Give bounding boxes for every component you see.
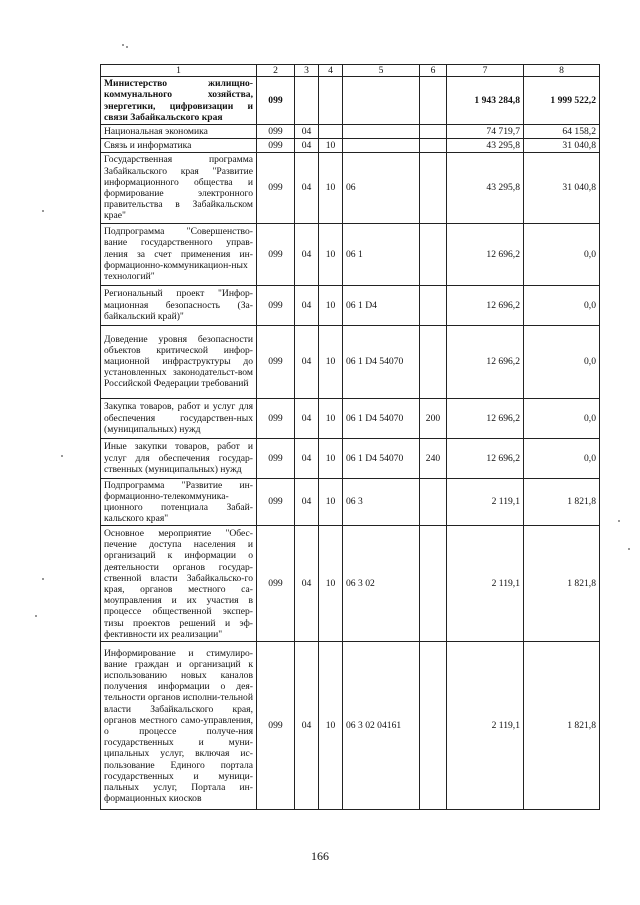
target-article-code: 06 3 02: [343, 526, 420, 642]
subsection-code: 10: [319, 438, 343, 478]
expense-type-code: [420, 526, 447, 642]
subsection-code: 10: [319, 526, 343, 642]
scan-speck: [42, 578, 44, 580]
scan-speck: [61, 455, 63, 457]
section-code: 04: [295, 642, 319, 810]
scan-speck: [35, 615, 37, 617]
amount-year-1: 2 119,1: [447, 478, 524, 526]
admin-code: 099: [257, 153, 295, 223]
table-row: [101, 642, 600, 810]
section-code: 04: [295, 478, 319, 526]
admin-code: 099: [257, 642, 295, 810]
amount-year-1: 1 943 284,8: [447, 77, 524, 125]
admin-code: 099: [257, 325, 295, 398]
table-row: [101, 398, 600, 438]
scan-speck: [628, 548, 630, 550]
column-header: 5: [343, 65, 420, 77]
scan-speck: [42, 210, 44, 212]
scan-speck: [618, 520, 620, 522]
amount-year-2: 0,0: [524, 398, 600, 438]
section-code: [295, 77, 319, 125]
subsection-code: 10: [319, 398, 343, 438]
table-row: [101, 125, 600, 139]
amount-year-1: 2 119,1: [447, 642, 524, 810]
column-number-row: [101, 65, 600, 77]
amount-year-2: 31 040,8: [524, 153, 600, 223]
amount-year-1: 12 696,2: [447, 398, 524, 438]
row-name: Подпрограмма "Совершенство-вание государственного управ-ления за счет применения ин-формационно-коммуникацион-ных технологий": [101, 223, 257, 285]
subsection-code: 10: [319, 139, 343, 153]
section-code: 04: [295, 398, 319, 438]
budget-table: [100, 64, 600, 810]
column-header: 4: [319, 65, 343, 77]
admin-code: 099: [257, 77, 295, 125]
target-article-code: [343, 77, 420, 125]
amount-year-2: 1 821,8: [524, 478, 600, 526]
row-name: Доведение уровня безопасности объектов критической инфор-мационной инфраструктуры до установленных законодательст-вом Российской Федерации требований: [101, 325, 257, 398]
row-name: Подпрограмма "Развитие ин-формационно-телекоммуника-ционного потенциала Забай-кальского края": [101, 478, 257, 526]
amount-year-2: 1 999 522,2: [524, 77, 600, 125]
amount-year-1: 43 295,8: [447, 139, 524, 153]
target-article-code: 06 3 02 04161: [343, 642, 420, 810]
subsection-code: 10: [319, 285, 343, 325]
row-name: Связь и информатика: [101, 139, 257, 153]
expense-type-code: [420, 125, 447, 139]
admin-code: 099: [257, 139, 295, 153]
admin-code: 099: [257, 398, 295, 438]
target-article-code: 06 3: [343, 478, 420, 526]
column-header: 8: [524, 65, 600, 77]
table-row: [101, 478, 600, 526]
section-code: 04: [295, 223, 319, 285]
admin-code: 099: [257, 223, 295, 285]
row-name: Региональный проект "Инфор-мационная безопасность (За-байкальский край)": [101, 285, 257, 325]
section-code: 04: [295, 325, 319, 398]
admin-code: 099: [257, 438, 295, 478]
admin-code: 099: [257, 526, 295, 642]
expense-type-code: [420, 285, 447, 325]
target-article-code: [343, 139, 420, 153]
expense-type-code: [420, 223, 447, 285]
subsection-code: 10: [319, 325, 343, 398]
section-code: 04: [295, 526, 319, 642]
column-header: 3: [295, 65, 319, 77]
table-row: [101, 325, 600, 398]
table-row: [101, 153, 600, 223]
target-article-code: 06 1 D4 54070: [343, 325, 420, 398]
table-row: [101, 438, 600, 478]
row-name: Информирование и стимулиро-вание граждан и организаций к использованию новых каналов получения информации о дея-тельности органов исполни-тельной власти Забайкальского края, органов местного само-управления, о процессе получе-ния государственных и муни-ципальных услуг, включая ис-пользование Единого портала государственных и муници-пальных услуг, Портала ин-формационных киосков: [101, 642, 257, 810]
target-article-code: 06 1 D4: [343, 285, 420, 325]
row-name: Государственная программа Забайкальского края "Развитие информационного общества и формирование электронного правительства в Забайкальском крае": [101, 153, 257, 223]
table-row: [101, 139, 600, 153]
target-article-code: 06 1: [343, 223, 420, 285]
amount-year-1: 43 295,8: [447, 153, 524, 223]
target-article-code: 06 1 D4 54070: [343, 438, 420, 478]
expense-type-code: [420, 77, 447, 125]
amount-year-1: 2 119,1: [447, 526, 524, 642]
amount-year-2: 0,0: [524, 223, 600, 285]
section-code: 04: [295, 139, 319, 153]
amount-year-2: 64 158,2: [524, 125, 600, 139]
scan-speck: [126, 46, 128, 48]
column-header: 2: [257, 65, 295, 77]
target-article-code: 06 1 D4 54070: [343, 398, 420, 438]
subsection-code: 10: [319, 642, 343, 810]
amount-year-1: 12 696,2: [447, 325, 524, 398]
amount-year-2: 1 821,8: [524, 526, 600, 642]
expense-type-code: [420, 478, 447, 526]
amount-year-2: 0,0: [524, 285, 600, 325]
amount-year-1: 12 696,2: [447, 285, 524, 325]
row-name: Национальная экономика: [101, 125, 257, 139]
section-code: 04: [295, 285, 319, 325]
column-header: 6: [420, 65, 447, 77]
target-article-code: 06: [343, 153, 420, 223]
subsection-code: 10: [319, 478, 343, 526]
column-header: 1: [101, 65, 257, 77]
table-row: [101, 526, 600, 642]
row-name: Министерство жилищно-коммунального хозяйства, энергетики, цифровизации и связи Забайкальского края: [101, 77, 257, 125]
table-row: [101, 77, 600, 125]
amount-year-2: 0,0: [524, 438, 600, 478]
scan-speck: [122, 44, 124, 46]
row-name: Закупка товаров, работ и услуг для обеспечения государствен-ных (муниципальных) нужд: [101, 398, 257, 438]
amount-year-2: 0,0: [524, 325, 600, 398]
subsection-code: 10: [319, 153, 343, 223]
amount-year-1: 12 696,2: [447, 438, 524, 478]
expense-type-code: [420, 325, 447, 398]
admin-code: 099: [257, 478, 295, 526]
expense-type-code: [420, 139, 447, 153]
page-number: 166: [311, 849, 329, 863]
amount-year-2: 31 040,8: [524, 139, 600, 153]
expense-type-code: [420, 153, 447, 223]
table-row: [101, 223, 600, 285]
amount-year-1: 74 719,7: [447, 125, 524, 139]
table-body: [101, 77, 600, 810]
column-header: 7: [447, 65, 524, 77]
expense-type-code: 240: [420, 438, 447, 478]
admin-code: 099: [257, 285, 295, 325]
expense-type-code: [420, 642, 447, 810]
subsection-code: [319, 77, 343, 125]
admin-code: 099: [257, 125, 295, 139]
section-code: 04: [295, 125, 319, 139]
section-code: 04: [295, 153, 319, 223]
subsection-code: [319, 125, 343, 139]
table-row: [101, 285, 600, 325]
expense-type-code: 200: [420, 398, 447, 438]
amount-year-1: 12 696,2: [447, 223, 524, 285]
row-name: Основное мероприятие "Обес-печение доступа населения и организаций к информации о деятельности органов государ-ственной власти Забайкальско-го края, органов местного са-моуправления и их участия в процессе общественной экспер-тизы проектов решений и эф-фективности их реализации": [101, 526, 257, 642]
target-article-code: [343, 125, 420, 139]
subsection-code: 10: [319, 223, 343, 285]
section-code: 04: [295, 438, 319, 478]
row-name: Иные закупки товаров, работ и услуг для обеспечения государ-ственных (муниципальных) нужд: [101, 438, 257, 478]
amount-year-2: 1 821,8: [524, 642, 600, 810]
